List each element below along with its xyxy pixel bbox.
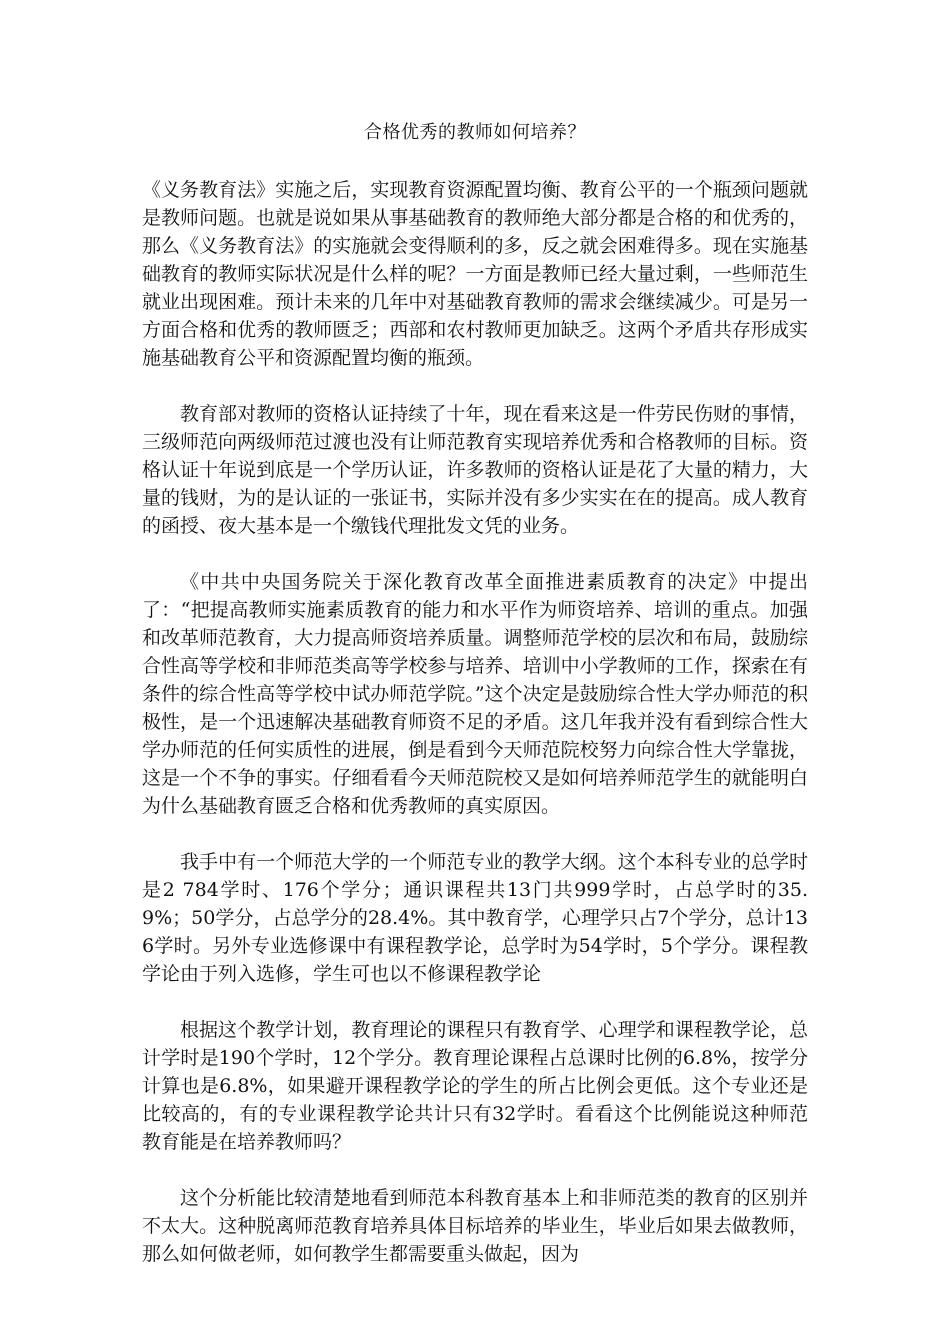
paragraph-gap — [142, 988, 808, 1016]
paragraph-6: 这个分析能比较清楚地看到师范本科教育基本上和非师范类的教育的区别并不太大。这种脱离师范教育培养具体目标培养的毕业生，毕业后如果去做教师，那么如何做老师，如何教学生都需要重头做起，因为 — [142, 1187, 808, 1265]
paragraph-3: 《中共中央国务院关于深化教育改革全面推进素质教育的决定》中提出了：“把提高教师实施素质教育的能力和水平作为师资培养、培训的重点。加强和改革师范教育，大力提高师资培养质量。调整师范学校的层次和布局，鼓励综合性高等学校和非师范类高等学校参与培养、培训中小学教师的工作，探索在有条件的综合性高等学校中试办师范学院。”这个决定是鼓励综合性大学办师范的积极性，是一个迅速解决基础教育师资不足的矛盾。这几年我并没有看到综合性大学办师范的任何实质性的进展，倒是看到今天师范院校努力向综合性大学靠拢，这是一个不争的事实。仔细看看今天师范院校又是如何培养师范学生的就能明白为什么基础教育匮乏合格和优秀教师的真实原因。 — [142, 571, 808, 817]
paragraph-gap — [142, 820, 808, 848]
paragraph-2: 教育部对教师的资格认证持续了十年，现在看来这是一件劳民伤财的事情，三级师范向两级师范过渡也没有让师范教育实现培养优秀和合格教师的目标。资格认证十年说到底是一个学历认证，许多教师的资格认证是花了大量的精力，大量的钱财，为的是认证的一张证书，实际并没有多少实实在在的提高。成人教育的函授、夜大基本是一个缴钱代理批发文凭的业务。 — [142, 403, 808, 537]
paragraph-gap — [142, 372, 808, 400]
document-title: 合格优秀的教师如何培养？ — [364, 122, 586, 143]
paragraph-4: 我手中有一个师范大学的一个师范专业的教学大纲。这个本科专业的总学时是2 784学时、176个学分；通识课程共13门共999学时，占总学时的35.9%；50学分，占总学分的28.4%。其中教育学，心理学只占7个学分，总计136学时。另外专业选修课中有课程教学论，总学时为54学时，5个学分。课程教学论由于列入选修，学生可也以不修课程教学论 — [142, 851, 808, 985]
paragraph-1: 《义务教育法》实施之后，实现教育资源配置均衡、教育公平的一个瓶颈问题就是教师问题。也就是说如果从事基础教育的教师绝大部分都是合格的和优秀的，那么《义务教育法》的实施就会变得顺利的多，反之就会困难得多。现在实施基础教育的教师实际状况是什么样的呢？一方面是教师已经大量过剩，一些师范生就业出现困难。预计未来的几年中对基础教育教师的需求会继续减少。可是另一方面合格和优秀的教师匮乏；西部和农村教师更加缺乏。这两个矛盾共存形成实施基础教育公平和资源配置均衡的瓶颈。 — [142, 179, 808, 369]
document-page — [142, 118, 808, 1268]
paragraph-5: 根据这个教学计划，教育理论的课程只有教育学、心理学和课程教学论，总计学时是190个学时，12个学分。教育理论课程占总课时比例的6.8%，按学分计算也是6.8%，如果避开课程教学论的学生的所占比例会更低。这个专业还是比较高的，有的专业课程教学论共计只有32学时。看看这个比例能说这种师范教育能是在培养教师吗？ — [142, 1019, 808, 1153]
paragraph-gap — [142, 540, 808, 568]
paragraph-gap — [142, 1156, 808, 1184]
